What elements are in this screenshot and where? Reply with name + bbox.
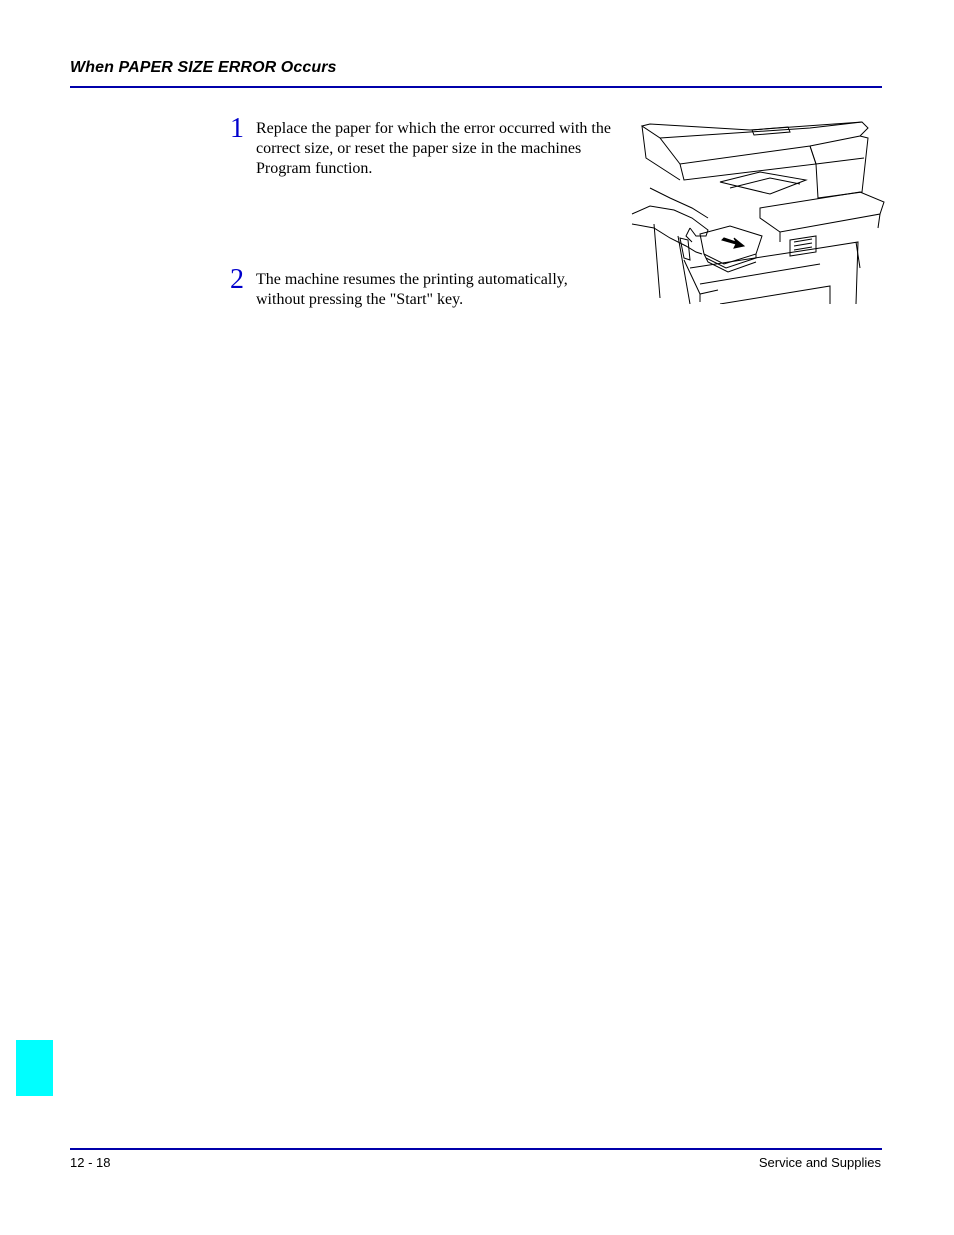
footer-section: Service and Supplies — [758, 1155, 881, 1170]
page-number: 12 - 18 — [70, 1155, 111, 1170]
step-text: Replace the paper for which the error occurred with the correct size, or reset the paper size in the machines Program function. — [256, 120, 611, 177]
chapter-tab — [16, 1040, 53, 1096]
copier-paper-loading-illustration — [630, 118, 886, 304]
step-number: 2 — [230, 264, 244, 295]
footer-rule — [70, 1148, 882, 1150]
step-text: The machine resumes the printing automatically, without pressing the "Start" key. — [256, 271, 568, 308]
step-number: 1 — [230, 113, 244, 144]
header-rule — [70, 86, 882, 88]
page-header-title: When PAPER SIZE ERROR Occurs — [70, 59, 337, 76]
